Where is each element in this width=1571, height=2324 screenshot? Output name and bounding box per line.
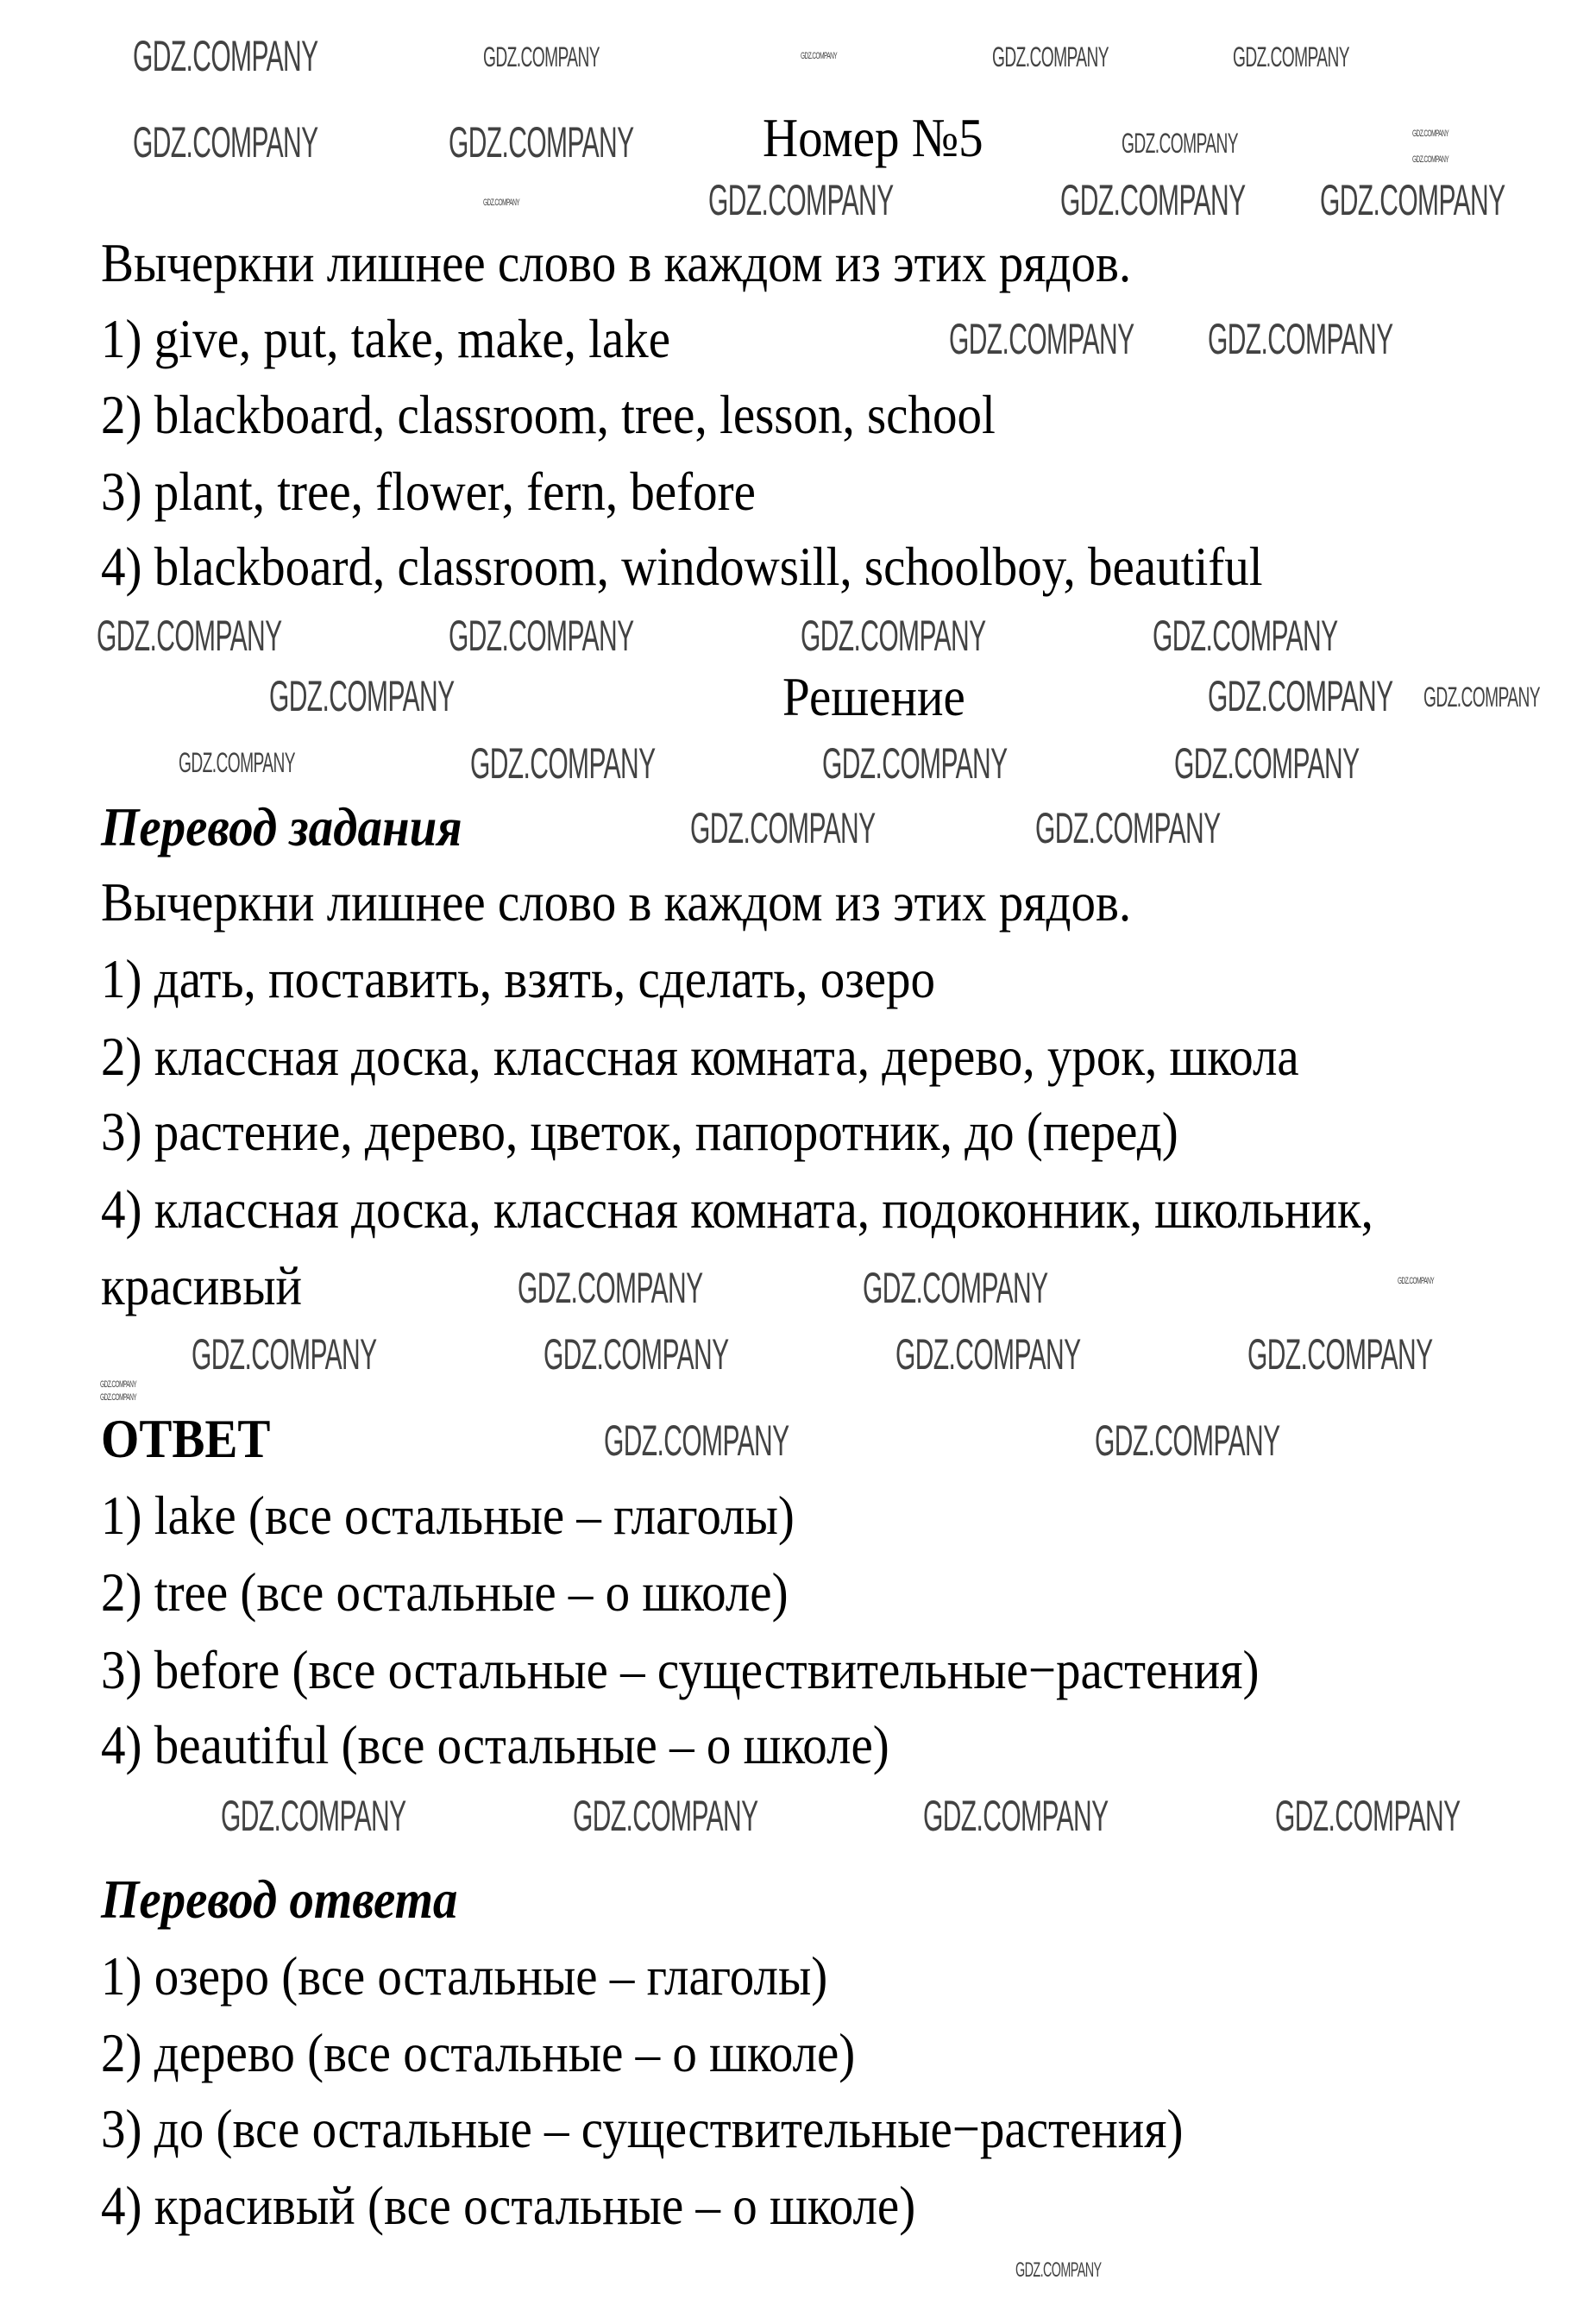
watermark: GDZ.COMPANY (449, 118, 634, 166)
translation-item: 3) растение, дерево, цветок, папоротник, до (перед) (101, 1102, 1178, 1163)
watermark: GDZ.COMPANY (1412, 154, 1449, 165)
watermark: GDZ.COMPANY (1015, 2258, 1102, 2282)
page-title: Номер №5 (763, 108, 983, 169)
watermark: GDZ.COMPANY (1095, 1416, 1280, 1465)
translation-item: красивый (101, 1256, 303, 1317)
watermark: GDZ.COMPANY (1122, 128, 1238, 159)
watermark: GDZ.COMPANY (992, 41, 1109, 72)
task-translation-heading: Перевод задания (101, 797, 462, 858)
answer-item: 3) before (все остальные – существительные−растения) (101, 1640, 1260, 1701)
watermark: GDZ.COMPANY (449, 612, 634, 660)
watermark: GDZ.COMPANY (923, 1792, 1109, 1840)
answer-heading: ОТВЕТ (101, 1409, 271, 1470)
watermark: GDZ.COMPANY (1060, 176, 1246, 224)
watermark: GDZ.COMPANY (1153, 612, 1338, 660)
task-item: 1) give, put, take, make, lake (101, 309, 671, 370)
watermark: GDZ.COMPANY (269, 672, 455, 720)
task-instruction: Вычеркни лишнее слово в каждом из этих рядов. (101, 233, 1132, 294)
task-item: 3) plant, tree, flower, fern, before (101, 462, 756, 523)
watermark: GDZ.COMPANY (708, 176, 894, 224)
watermark: GDZ.COMPANY (97, 612, 282, 660)
translation-instruction: Вычеркни лишнее слово в каждом из этих рядов. (101, 872, 1132, 933)
answer-translation-item: 2) дерево (все остальные – о школе) (101, 2023, 856, 2084)
watermark: GDZ.COMPANY (1208, 672, 1393, 720)
watermark: GDZ.COMPANY (801, 612, 986, 660)
watermark: GDZ.COMPANY (1247, 1330, 1433, 1379)
watermark: GDZ.COMPANY (1275, 1792, 1461, 1840)
watermark: GDZ.COMPANY (1233, 41, 1349, 72)
watermark: GDZ.COMPANY (801, 51, 838, 61)
watermark: GDZ.COMPANY (133, 32, 318, 80)
watermark: GDZ.COMPANY (518, 1264, 703, 1312)
watermark: GDZ.COMPANY (604, 1416, 789, 1465)
watermark: GDZ.COMPANY (221, 1792, 406, 1840)
task-item: 4) blackboard, classroom, windowsill, schoolboy, beautiful (101, 537, 1263, 598)
watermark: GDZ.COMPANY (1208, 315, 1393, 363)
watermark: GDZ.COMPANY (1423, 681, 1540, 713)
answer-item: 2) tree (все остальные – о школе) (101, 1562, 789, 1624)
answer-translation-item: 1) озеро (все остальные – глаголы) (101, 1946, 828, 2007)
watermark: GDZ.COMPANY (100, 1379, 137, 1390)
answer-translation-item: 3) до (все остальные – существительные−растения) (101, 2099, 1184, 2160)
watermark: GDZ.COMPANY (483, 198, 520, 208)
answer-translation-item: 4) красивый (все остальные – о школе) (101, 2176, 916, 2237)
answer-item: 1) lake (все остальные – глаголы) (101, 1485, 795, 1547)
watermark: GDZ.COMPANY (1320, 176, 1505, 224)
watermark: GDZ.COMPANY (470, 739, 656, 788)
watermark: GDZ.COMPANY (573, 1792, 758, 1840)
watermark: GDZ.COMPANY (100, 1392, 137, 1403)
solution-heading: Решение (782, 667, 965, 728)
watermark: GDZ.COMPANY (544, 1330, 729, 1379)
answer-item: 4) beautiful (все остальные – о школе) (101, 1715, 889, 1776)
watermark: GDZ.COMPANY (895, 1330, 1081, 1379)
translation-item: 1) дать, поставить, взять, сделать, озеро (101, 949, 936, 1010)
watermark: GDZ.COMPANY (863, 1264, 1048, 1312)
watermark: GDZ.COMPANY (1174, 739, 1360, 788)
watermark: GDZ.COMPANY (179, 747, 295, 778)
watermark: GDZ.COMPANY (1398, 1276, 1435, 1286)
watermark: GDZ.COMPANY (192, 1330, 377, 1379)
answer-translation-heading: Перевод ответа (101, 1869, 458, 1931)
watermark: GDZ.COMPANY (1035, 804, 1221, 852)
watermark: GDZ.COMPANY (133, 118, 318, 166)
task-item: 2) blackboard, classroom, tree, lesson, school (101, 385, 996, 446)
watermark: GDZ.COMPANY (690, 804, 876, 852)
watermark: GDZ.COMPANY (949, 315, 1134, 363)
watermark: GDZ.COMPANY (483, 41, 600, 72)
translation-item: 4) классная доска, классная комната, подоконник, школьник, (101, 1179, 1373, 1241)
watermark: GDZ.COMPANY (1412, 129, 1449, 139)
watermark: GDZ.COMPANY (822, 739, 1008, 788)
translation-item: 2) классная доска, классная комната, дерево, урок, школа (101, 1027, 1299, 1088)
